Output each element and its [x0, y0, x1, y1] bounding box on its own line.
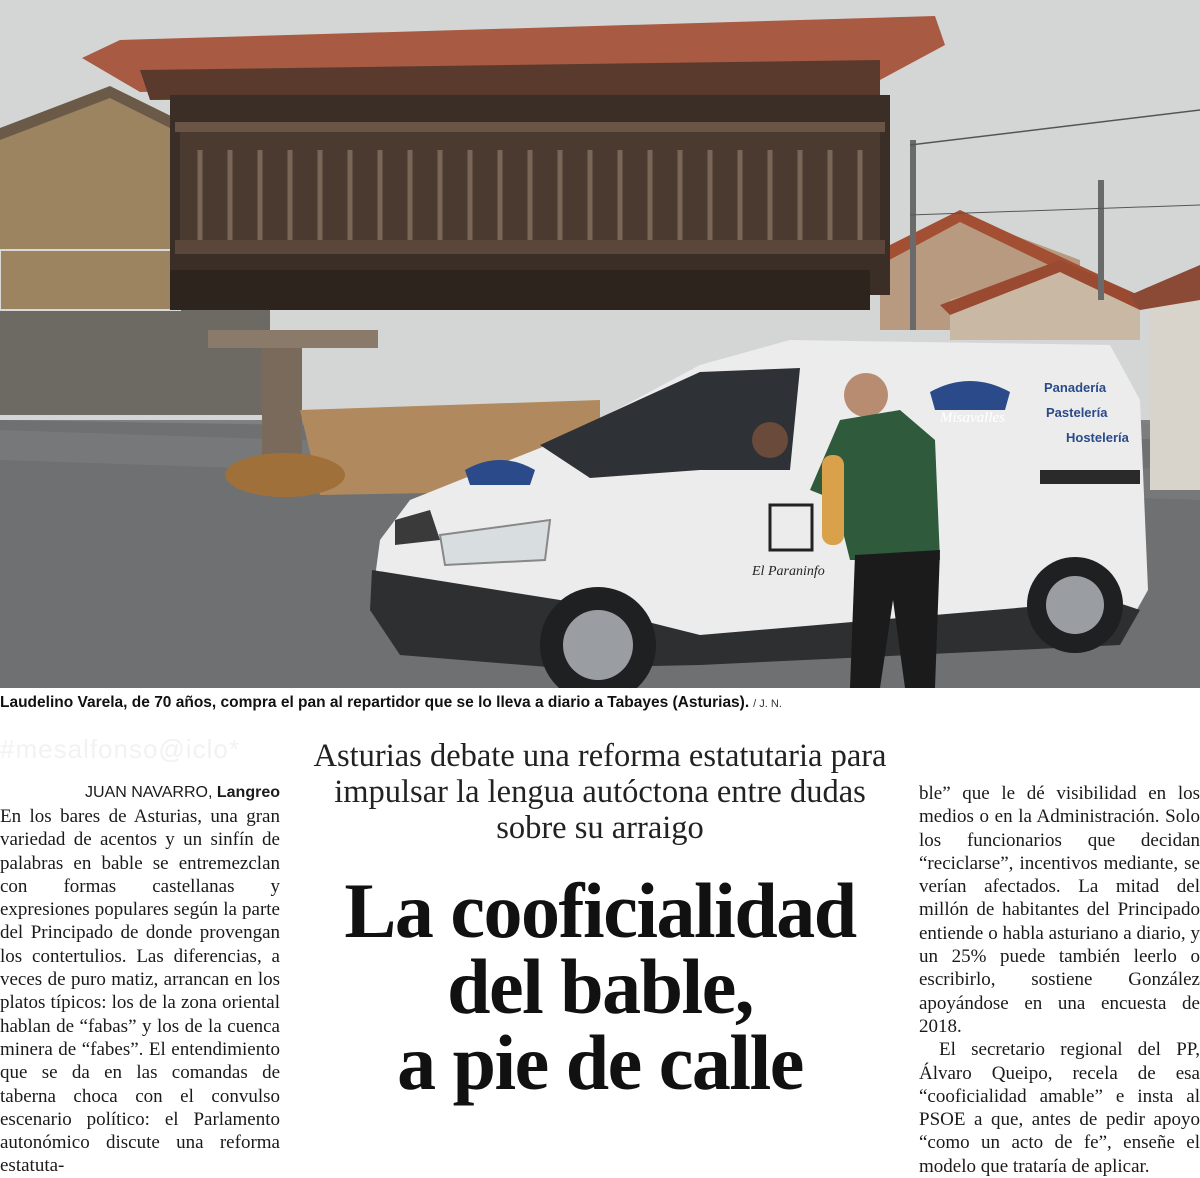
photo-credit: / J. N.	[753, 698, 782, 710]
van-side-text-2: Pastelería	[1046, 405, 1108, 420]
article-column-left	[0, 782, 280, 1178]
article-deck: Asturias debate una reforma estatutaria para impulsar la lengua autóctona entre dudas sobre su arraigo	[313, 738, 887, 846]
byline-author: JUAN NAVARRO,	[85, 784, 213, 801]
photo-caption	[0, 694, 1200, 712]
body-paragraph-right-2: El secretario regional del PP, Álvaro Queipo, recela de esa “cooficialidad amable” e insta al PSOE a que, antes de pedir apoyo “como un acto de fe”, enseñe el modelo que trataría de aplicar.	[919, 1039, 1200, 1177]
headline-line-1: La cooficialidad	[344, 867, 856, 954]
article-headline	[300, 867, 900, 1106]
byline-location: Langreo	[216, 784, 280, 801]
byline	[0, 782, 280, 804]
van-side-text-3: Hostelería	[1066, 430, 1129, 445]
watermark: #mesalfonso@iclo*	[0, 734, 240, 764]
van-brand-text: Misavalles	[940, 410, 1005, 426]
body-paragraph-right-1: ble” que le dé visibilidad en los medios o en la Administración. Solo los funcionarios que decidan “reciclarse”, incentivos mediante, se verían afectados. La mitad del millón de habitantes del Principado entiende o habla asturiano a diario, y un 25% puede también leerlo o escribirlo, sostiene González apoyándose en una encuesta de 2018.	[919, 783, 1200, 1037]
headline-line-2: del bable,	[447, 943, 753, 1030]
van-side-text-1: Panadería	[1044, 380, 1107, 395]
caption-text: Laudelino Varela, de 70 años, compra el pan al repartidor que se lo lleva a diario a Tabayes (Asturias).	[0, 694, 750, 711]
van-door-text: El Paraninfo	[752, 564, 825, 579]
article-column-right	[919, 782, 1200, 1178]
body-text-left: En los bares de Asturias, una gran variedad de acentos y un sinfín de palabras en bable se entremezclan con formas castellanas y expresiones populares según la parte del Principado de donde provengan los contertulios. Las diferencias, a veces de puro matiz, arrancan en los platos típicos: los de la zona oriental hablan de “fabas” y los de la cuenca minera de “fabes”. El entendimiento que se da en las comandas de taberna choca con el convulso escenario político: el Parlamento autonómico discute una reforma estatuta-	[0, 806, 280, 1177]
headline-line-3: a pie de calle	[397, 1019, 803, 1106]
